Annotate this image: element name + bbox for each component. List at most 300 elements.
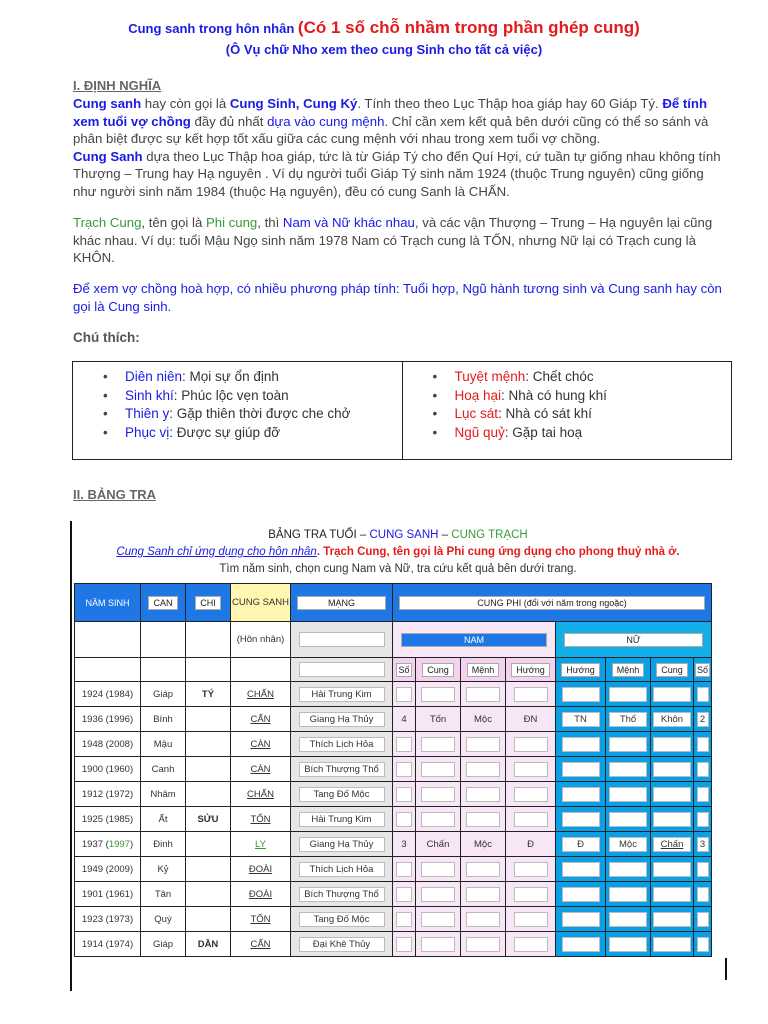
cell-cung-sanh [231, 732, 291, 757]
cell-nu [651, 832, 694, 857]
cell-chi [186, 707, 231, 732]
cell-can: Kỷ [141, 857, 186, 882]
label: NAM [401, 633, 547, 647]
text: CUNG SANH [369, 529, 439, 541]
label: MẠNG [297, 596, 386, 610]
text: CÀN [250, 763, 271, 775]
text: Đ [527, 838, 534, 850]
notes-bad [402, 362, 732, 459]
cell-nu [606, 807, 651, 832]
text: . Tính theo theo Lục Thập hoa giáp hay 60 Giáp Tý. [357, 96, 663, 111]
cell [141, 622, 186, 658]
text: Mộc [474, 838, 492, 850]
text [562, 737, 600, 752]
cell-mang [291, 682, 393, 707]
cell-nam [461, 732, 506, 757]
cell-can: Tân [141, 882, 186, 907]
text [653, 812, 691, 827]
text [396, 737, 412, 752]
text: Chấn [653, 837, 691, 852]
text: Hải Trung Kim [299, 687, 385, 702]
cell-chi [186, 757, 231, 782]
list-item [433, 424, 732, 443]
text: Mộc [474, 713, 492, 725]
text: 2 [697, 712, 709, 727]
text [514, 862, 548, 877]
text [609, 862, 647, 877]
cell-can: Canh [141, 757, 186, 782]
text [396, 812, 412, 827]
cell-mang [291, 932, 393, 957]
table-body [75, 682, 712, 957]
cell-year [75, 832, 141, 857]
cell-nam [506, 907, 556, 932]
text [514, 937, 548, 952]
text [609, 787, 647, 802]
cell-nu [694, 757, 712, 782]
cell-nu [651, 757, 694, 782]
text [697, 762, 709, 777]
cell-nam [461, 707, 506, 732]
list-item [433, 405, 732, 424]
hon-nhan-label: (Hôn nhân) [231, 622, 291, 658]
table-instruction: Tìm năm sinh, chọn cung Nam và Nữ, tra cứu kết quả bên dưới trang. [219, 563, 577, 575]
document-subtitle: (Ô Vụ chữ Nho xem theo cung Sinh cho tất cả việc) [225, 42, 543, 57]
text [466, 937, 500, 952]
label: CUNG PHI (đổi với năm trong ngoặc) [399, 596, 705, 610]
cell-nam [461, 682, 506, 707]
section-heading-lookup: II. BẢNG TRA [73, 487, 157, 502]
text [697, 887, 709, 902]
cell [141, 658, 186, 682]
term-cung-sinh: Cung Sinh, Cung Ký [229, 96, 358, 111]
cell-can: Đinh [141, 832, 186, 857]
text [697, 787, 709, 802]
col-cung-sanh: CUNG SANH [231, 584, 291, 622]
cell-nam [393, 682, 416, 707]
cell-year: 1936 (1996) [75, 707, 141, 732]
text [396, 787, 412, 802]
term-phi-cung: Phi cung [205, 215, 258, 230]
cell-nam [461, 832, 506, 857]
cell-nu [651, 732, 694, 757]
cell-nu [651, 882, 694, 907]
note-value: : Gặp tai hoạ [504, 424, 583, 440]
text [514, 787, 548, 802]
text: , thì [257, 215, 283, 230]
note-value: : Được sự giúp đỡ [169, 424, 281, 440]
cell [75, 622, 141, 658]
note-value: : Nhà có hung khí [501, 387, 607, 403]
cell-mang [291, 882, 393, 907]
text [421, 887, 455, 902]
note-value: : Phúc lộc vẹn toàn [173, 387, 289, 403]
text [514, 762, 548, 777]
cell-nam [461, 907, 506, 932]
text: CHẤN [247, 688, 274, 700]
text: TỐN [250, 913, 271, 925]
cell [291, 658, 393, 682]
text [562, 687, 600, 702]
sub-huong [506, 658, 556, 682]
text: LY [255, 838, 266, 850]
text [653, 887, 691, 902]
cell-nu [606, 857, 651, 882]
col-can [141, 584, 186, 622]
table-row [75, 857, 712, 882]
cell-nam [416, 932, 461, 957]
cell-chi [186, 857, 231, 882]
cell-can: Giáp [141, 932, 186, 957]
cell-can: Mậu [141, 732, 186, 757]
text [609, 687, 647, 702]
text: CÀN [250, 738, 271, 750]
cell-nam [393, 832, 416, 857]
cell-year: 1914 (1974) [75, 932, 141, 957]
text [653, 912, 691, 927]
text [421, 762, 455, 777]
cell-nu [606, 932, 651, 957]
label: CHI [195, 596, 221, 610]
header-row-2 [75, 622, 712, 658]
table-row [75, 682, 712, 707]
text [562, 862, 600, 877]
cell-nam [416, 682, 461, 707]
text: hay còn gọi là [141, 96, 230, 111]
col-nam-sinh [75, 584, 141, 622]
note-title: Chú thích: [73, 330, 140, 345]
cell-nu [606, 682, 651, 707]
cell-year: 1923 (1973) [75, 907, 141, 932]
cell-nam [506, 857, 556, 882]
text [609, 762, 647, 777]
cell-can: Ất [141, 807, 186, 832]
lookup-table-container [70, 521, 724, 991]
note-key: Lục sát [454, 406, 499, 421]
cell-nu [694, 682, 712, 707]
cell-nam [416, 882, 461, 907]
cell-nu [606, 882, 651, 907]
text [562, 812, 600, 827]
text [653, 762, 691, 777]
cell-nam [393, 732, 416, 757]
text: đầy đủ nhất [190, 113, 268, 129]
cell-nam [416, 757, 461, 782]
cell-nu [694, 707, 712, 732]
cell-nam [393, 857, 416, 882]
term-nam-nu: Nam và Nữ khác nhau [282, 215, 415, 230]
text: ĐN [523, 713, 538, 725]
text [466, 737, 500, 752]
cell-cung-sanh [231, 857, 291, 882]
text [396, 762, 412, 777]
text: Giang Hạ Thủy [299, 837, 385, 852]
cell-nu [606, 757, 651, 782]
cell-nu [556, 732, 606, 757]
cell-nu [556, 807, 606, 832]
cell-year: 1924 (1984) [75, 682, 141, 707]
text: . Chỉ cần xem kết quả bên dưới cũng có thể so sánh và phân biệt được sự kết hợp tốt xấu giữa các cung mệnh với nhau trong xem tuổi vợ chồng. [73, 113, 709, 147]
cell [186, 622, 231, 658]
text: 3 [401, 838, 407, 850]
label: Cung [422, 663, 454, 677]
cell-mang [291, 707, 393, 732]
cell-nam [506, 807, 556, 832]
placeholder-box [299, 662, 385, 677]
cell [231, 658, 291, 682]
cell-mang [291, 857, 393, 882]
cell-nu [556, 832, 606, 857]
table-row [75, 882, 712, 907]
list-item [103, 387, 402, 406]
text: ĐOÀI [248, 863, 273, 875]
cell-chi [186, 882, 231, 907]
table-row [75, 707, 712, 732]
cell-cung-sanh [231, 882, 291, 907]
text: 4 [401, 713, 407, 725]
cell-year: 1912 (1972) [75, 782, 141, 807]
sub-menh [461, 658, 506, 682]
label: NỮ [564, 633, 703, 647]
cell-nu [556, 932, 606, 957]
text: – [438, 529, 452, 541]
text: Bích Thượng Thổ [299, 762, 385, 777]
cell-nu [606, 732, 651, 757]
title-main: Cung sanh trong hôn nhân [128, 21, 295, 36]
cell-nam [393, 757, 416, 782]
note-key: Sinh khí [125, 387, 174, 403]
text [562, 887, 600, 902]
cell-chi: DẦN [186, 932, 231, 957]
nam-header [393, 622, 556, 658]
text: Thổ [609, 712, 647, 727]
text [697, 687, 709, 702]
cell-cung-sanh [231, 807, 291, 832]
text: Thích Lịch Hỏa [299, 737, 385, 752]
text [421, 912, 455, 927]
cell-nu [606, 832, 651, 857]
cell-nu [694, 907, 712, 932]
text [609, 737, 647, 752]
cell-mang [291, 782, 393, 807]
definition-paragraph-2 [73, 214, 723, 267]
cell-nam [393, 882, 416, 907]
text [421, 737, 455, 752]
sub-huong-nu [556, 658, 606, 682]
text [396, 887, 412, 902]
cell-nam [393, 782, 416, 807]
table-row [75, 757, 712, 782]
cell-nu [606, 782, 651, 807]
text [421, 812, 455, 827]
text: , và các vận Thượng – Trung – Hạ nguyên lại cũng khác nhau. Ví dụ: tuổi Mậu Ngọ sinh năm 1978 Nam có Trạch cung là TỐN, nhưng Nữ lại có Trạch cung là KHÔN. [73, 215, 713, 266]
text: dựa theo Lục Thập hoa giáp, tức là từ Giáp Tý cho đến Quí Hợi, cứ tuần tự giống nhau không tính Thượng – Trung hay Hạ nguyên . Ví dụ người tuổi Giáp Tý sinh năm 1924 (thuộc Trung nguyên) cũng giống như người sinh năm 1984 (thuộc Hạ nguyên), đều có cung Sanh là CHẤN. [73, 148, 721, 199]
text [653, 937, 691, 952]
cell-nu [651, 782, 694, 807]
cell-nu [606, 707, 651, 732]
text: Thích Lịch Hỏa [299, 862, 385, 877]
term-trach-cung: Trạch Cung [73, 215, 142, 230]
cell-nam [461, 757, 506, 782]
text: Bích Thượng Thổ [299, 887, 385, 902]
cell-chi [186, 732, 231, 757]
cell-chi [186, 782, 231, 807]
text: ĐOÀI [248, 888, 273, 900]
text: TỐN [250, 813, 271, 825]
notes-good [73, 362, 402, 459]
table-row [75, 907, 712, 932]
cell-nu [694, 932, 712, 957]
text: . Trạch Cung, tên gọi là Phi cung ứng dụng cho phong thuỷ nhà ở. [316, 546, 680, 558]
page-edge-mark [725, 958, 727, 980]
text [466, 862, 500, 877]
col-mang [291, 584, 393, 622]
cell [291, 622, 393, 658]
cell-nam [461, 882, 506, 907]
table-row [75, 932, 712, 957]
term-cung-sanh: Cung sanh [73, 96, 142, 111]
text [697, 937, 709, 952]
text [609, 812, 647, 827]
cell-nu [556, 907, 606, 932]
text [466, 762, 500, 777]
cell-nam [506, 707, 556, 732]
text: CHẤN [247, 788, 274, 800]
note-value: : Mọi sự ổn định [182, 369, 279, 384]
text [396, 862, 412, 877]
note-key: Phục vị [125, 424, 170, 440]
note-key: Tuyệt mệnh [454, 369, 526, 384]
text: Chấn [426, 838, 450, 850]
cell-nam [393, 707, 416, 732]
cell-nu [694, 782, 712, 807]
document-title [0, 18, 768, 38]
cell-nu [651, 807, 694, 832]
text [609, 912, 647, 927]
text [421, 687, 455, 702]
sub-menh-nu [606, 658, 651, 682]
text: Hải Trung Kim [299, 812, 385, 827]
text [653, 687, 691, 702]
table-title [72, 529, 724, 541]
cell-nam [506, 757, 556, 782]
text: Cung Sanh chỉ ứng dụng cho hôn nhân [116, 546, 317, 558]
table-row [75, 732, 712, 757]
cell-nu [556, 707, 606, 732]
text [396, 937, 412, 952]
cell-can: Quý [141, 907, 186, 932]
label: Mệnh [467, 663, 500, 677]
label: Hướng [511, 663, 549, 677]
cell-nu [651, 682, 694, 707]
cell-chi: SỬU [186, 807, 231, 832]
cell-cung-sanh [231, 707, 291, 732]
cell-nam [416, 832, 461, 857]
placeholder-box [299, 632, 385, 647]
text [653, 737, 691, 752]
col-chi [186, 584, 231, 622]
text [466, 787, 500, 802]
cell-nu [651, 857, 694, 882]
note-key: Hoạ hại [454, 387, 502, 403]
term-cung-sanh-2: Cung Sanh [73, 148, 143, 164]
note-key: Diên niên [125, 369, 183, 384]
text [466, 812, 500, 827]
list-item [103, 405, 402, 424]
text: Tang Đố Mộc [299, 912, 385, 927]
cell-nu [694, 882, 712, 907]
cell-nu [694, 732, 712, 757]
text [562, 937, 600, 952]
cell-cung-sanh [231, 832, 291, 857]
term-tuoi-vo-chong: Để tính xem tuổi vợ chồng [73, 96, 708, 129]
col-cung-phi [393, 584, 712, 622]
term-cung-menh: dựa vào cung mệnh [267, 113, 385, 129]
cell-nam [416, 807, 461, 832]
text: Tốn [429, 713, 447, 725]
cell-can: Bính [141, 707, 186, 732]
cell-nam [393, 907, 416, 932]
text: CUNG TRẠCH [451, 529, 528, 541]
text [562, 912, 600, 927]
text: ) [129, 838, 134, 850]
text [609, 937, 647, 952]
cell-nam [461, 807, 506, 832]
text: 3 [697, 837, 709, 852]
list-item [433, 368, 732, 387]
lookup-table [74, 583, 712, 957]
label: Mệnh [612, 663, 645, 677]
cell-mang [291, 832, 393, 857]
text [421, 862, 455, 877]
definition-paragraph-3: Để xem vợ chồng hoà hợp, có nhiều phương pháp tính: Tuổi hợp, Ngũ hành tương sinh và Cung sanh hay còn gọi là Cung sinh. [73, 281, 722, 314]
text [514, 812, 548, 827]
cell-nam [416, 707, 461, 732]
cell-nu [606, 907, 651, 932]
cell-mang [291, 807, 393, 832]
cell [186, 658, 231, 682]
sub-cung [416, 658, 461, 682]
cell-nu [651, 907, 694, 932]
text: , tên gọi là [141, 215, 206, 230]
cell-nu [556, 857, 606, 882]
text: CẤN [250, 713, 271, 725]
text: BẢNG TRA TUỔI – [268, 529, 370, 541]
cell-year: 1901 (1961) [75, 882, 141, 907]
cell-can: Giáp [141, 682, 186, 707]
cell-year: 1925 (1985) [75, 807, 141, 832]
cell-mang [291, 907, 393, 932]
list-item [103, 368, 402, 387]
nu-header [556, 622, 712, 658]
text: TN [562, 712, 600, 727]
cell-cung-sanh [231, 782, 291, 807]
cell-nam [506, 882, 556, 907]
cell-nu [556, 882, 606, 907]
cell-year: 1948 (2008) [75, 732, 141, 757]
header-row [75, 584, 712, 622]
cell-nu [651, 932, 694, 957]
text: Giang Hạ Thủy [299, 712, 385, 727]
cell-nam [416, 732, 461, 757]
cell-nu [556, 682, 606, 707]
cell-nu [556, 782, 606, 807]
text [653, 787, 691, 802]
text [697, 912, 709, 927]
text [514, 737, 548, 752]
label: Số [398, 664, 410, 675]
text: CẤN [250, 938, 271, 950]
